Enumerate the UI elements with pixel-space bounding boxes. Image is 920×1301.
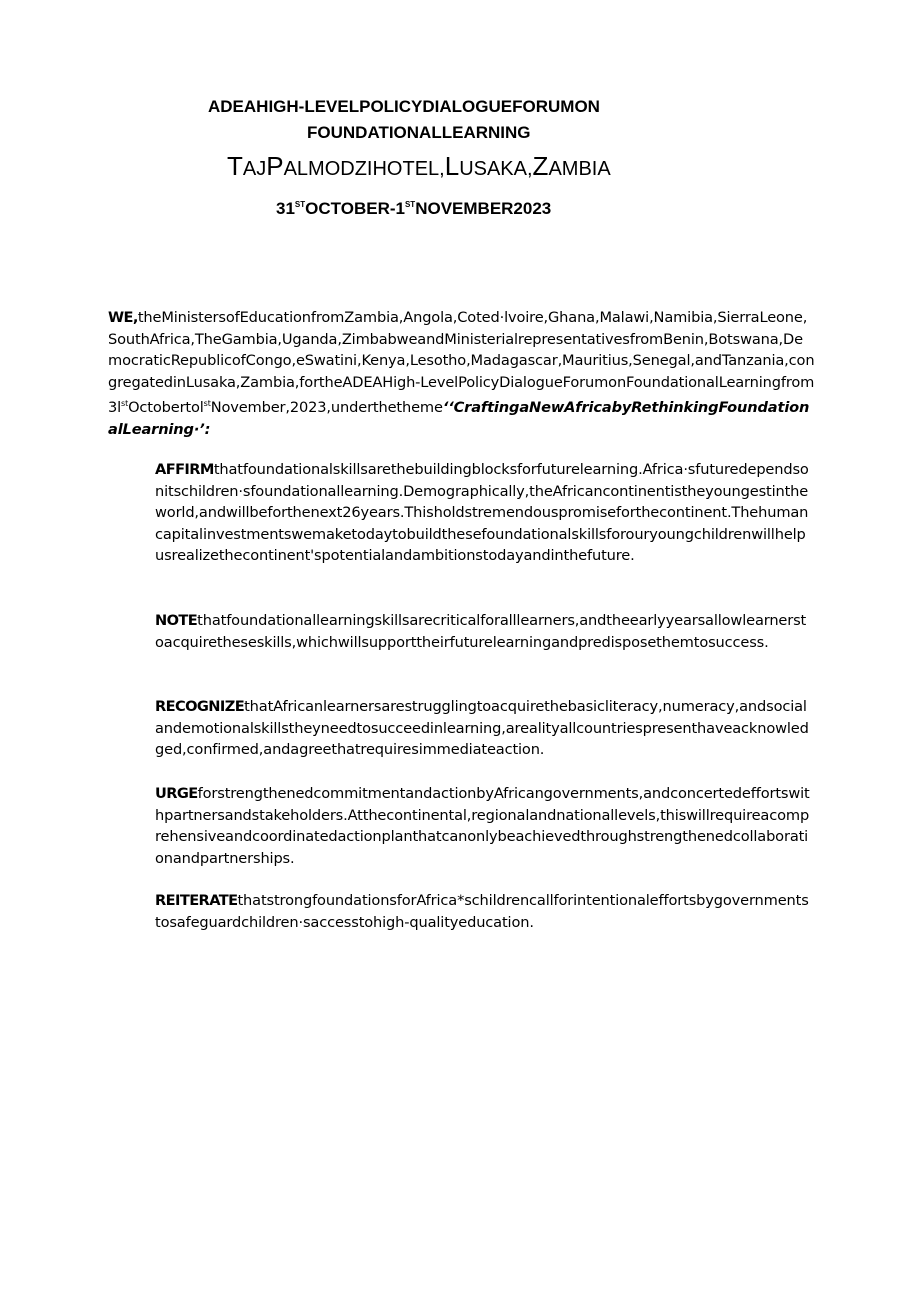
ordinal-sup: st: [121, 399, 129, 409]
paragraph-keyword: REITERATE: [155, 892, 238, 909]
date-part: 31: [276, 199, 295, 218]
paragraph-text: thatstrongfoundationsforAfrica*schildrencallforintentionaleffortsbygovernmentstosafeguardchildren·saccesstohigh-qualityeducation.: [155, 892, 809, 931]
venue-part: L: [444, 151, 460, 181]
note-paragraph: [155, 610, 813, 653]
intro-paragraph: [108, 307, 815, 441]
venue-part: USAKA,: [459, 158, 533, 180]
paragraph-text: thatfoundationalskillsarethebuildingblocksforfuturelearning.Africa·sfuturedependsonitschildren·sfoundationallearning.Demographically,theAfricancontinentistheyoungestintheworld,andwillbeforthenext26years.Thisholdstremendouspromiseforthecontinent.Thehumancapitalinvestmentswemaketodaytobuildthesefoundationalskillsforouryoungchildrenwillhelpusrealizethecontinent'spotentialandambitionstodayandinthefuture.: [155, 461, 809, 565]
venue-part: Z: [532, 151, 549, 181]
paragraph-text: thatfoundationallearningskillsarecriticalforalllearners,andtheearlyyearsallowlearnerstoacquiretheseskills,whichwillsupporttheirfuturelearningandpredisposethemtosuccess.: [155, 612, 807, 651]
reiterate-paragraph: [155, 890, 813, 933]
ordinal-sup: st: [203, 399, 211, 409]
date-ordinal: ST: [294, 200, 306, 209]
paragraph-keyword: URGE: [155, 785, 198, 802]
event-dates: [276, 194, 551, 219]
intro-text: theMinistersofEducationfromZambia,Angola,Coted·lvoire,Ghana,Malawi,Namibia,SierraLeone,SouthAfrica,TheGambia,Uganda,ZimbabweandMinisterialrepresentativesfromBenin,Botswana,DemocraticRepublicofCongo,eSwatini,Kenya,Lesotho,Madagascar,Mauritius,Senegal,andTanzania,congregatedinLusaka,Zambia,fortheADEAHigh-LevelPolicyDialogueForumonFoundationalLearningfrom3l: [108, 309, 815, 417]
forum-title-line2: FOUNDATIONALLEARNING: [307, 123, 531, 142]
venue-line: [227, 150, 611, 185]
venue-part: ALMODZIHOTEL,: [283, 158, 445, 180]
date-ordinal: ST: [404, 200, 416, 209]
intro-lead: WE,: [108, 309, 138, 326]
paragraph-keyword: RECOGNIZE: [155, 698, 245, 715]
date-part: NOVEMBER2023: [415, 199, 552, 218]
venue-part: AJ: [242, 158, 267, 180]
date-part: OCTOBER-1: [305, 199, 405, 218]
forum-title-line1: ADEAHIGH-LEVELPOLICYDIALOGUEFORUMON: [208, 97, 600, 116]
venue-part: T: [227, 151, 243, 181]
venue-part: P: [266, 151, 284, 181]
venue-part: AMBIA: [548, 158, 611, 180]
theme-text: ʻʻCraftingaNewAfricabyRethinkingFoundationalLearning·ʼ:: [108, 399, 810, 438]
intro-text: November,2023,underthetheme: [210, 399, 443, 417]
recognize-paragraph: [155, 696, 813, 761]
intro-text: Octobertol: [128, 399, 204, 417]
paragraph-text: forstrengthenedcommitmentandactionbyAfricangovernments,andconcertedeffortswithpartnersandstakeholders.Atthecontinental,regionalandnationallevels,thiswillrequireacomprehensiveandcoordinatedactionplanthatcanonlybeachievedthroughstrengthenedcollaborationandpartnerships.: [155, 785, 810, 867]
urge-paragraph: [155, 783, 813, 869]
paragraph-text: thatAfricanlearnersarestrugglingtoacquirethebasicliteracy,numeracy,andsocialandemotionalskillstheyneedtosucceedinlearning,arealityallcountriespresenthaveacknowledged,confirmed,andagreethatrequiresimmediateaction.: [155, 698, 809, 759]
affirm-paragraph: [155, 459, 813, 567]
paragraph-keyword: NOTE: [155, 612, 198, 629]
paragraph-keyword: AFFIRM: [155, 461, 214, 478]
